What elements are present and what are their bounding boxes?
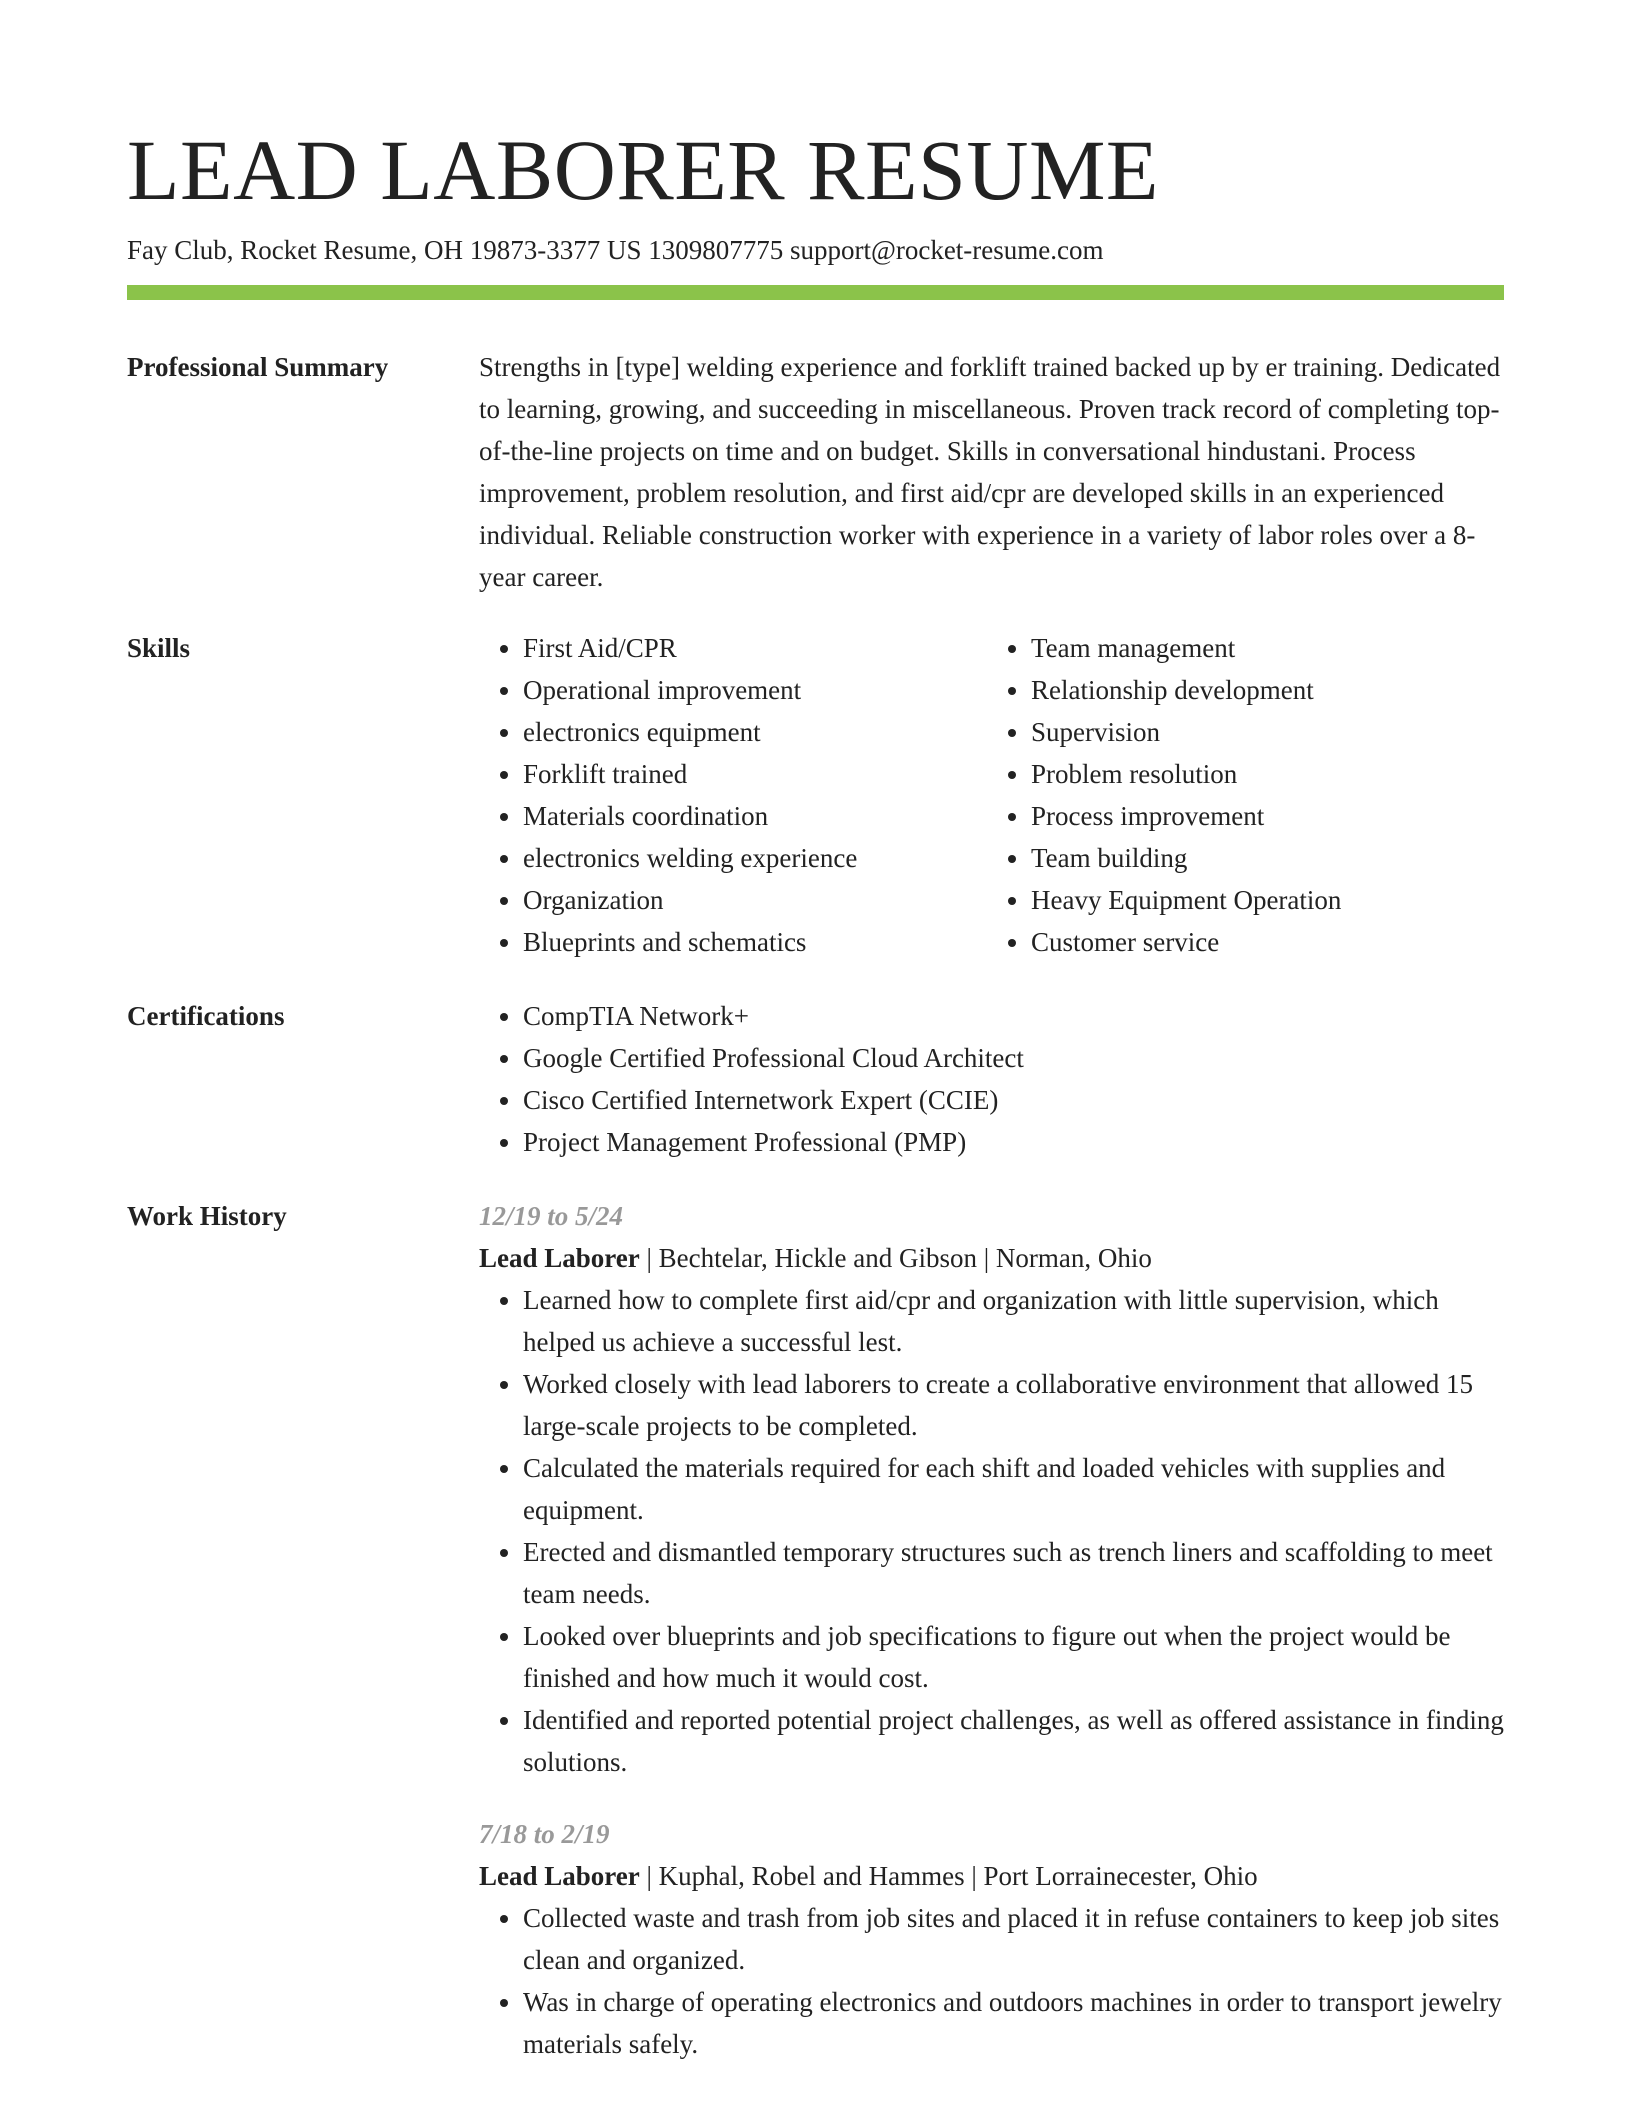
job-entry <box>479 1195 1504 1783</box>
certification-item: • Project Management Professional (PMP) <box>523 1121 1504 1163</box>
job-title: Lead Laborer <box>479 1861 640 1891</box>
skills-body <box>479 627 1504 963</box>
skill-item: • Operational improvement <box>523 669 983 711</box>
job-bullet: • Identified and reported potential project challenges, as well as offered assistance in finding solutions. <box>523 1699 1504 1783</box>
job-bullet: • Calculated the materials required for each shift and loaded vehicles with supplies and equipment. <box>523 1447 1504 1531</box>
skill-item: • Team building <box>1031 837 1491 879</box>
job-dates: 12/19 to 5/24 <box>479 1201 624 1231</box>
work-history-label: Work History <box>127 1201 287 1231</box>
certifications-list <box>479 995 1504 1163</box>
job-bullet: • Learned how to complete first aid/cpr and organization with little supervision, which helped us achieve a successful lest. <box>523 1279 1504 1363</box>
skill-item: • Blueprints and schematics <box>523 921 983 963</box>
resume-title: LEAD LABORER RESUME <box>127 122 1159 218</box>
job-bullet: • Collected waste and trash from job sites and placed it in refuse containers to keep job sites clean and organized. <box>523 1897 1504 1981</box>
job-bullet: • Erected and dismantled temporary structures such as trench liners and scaffolding to meet team needs. <box>523 1531 1504 1615</box>
job-employer-location: | Kuphal, Robel and Hammes | Port Lorrainecester, Ohio <box>639 1861 1258 1891</box>
certifications-body <box>479 995 1504 1163</box>
skill-item: • First Aid/CPR <box>523 627 983 669</box>
skill-item: • Process improvement <box>1031 795 1491 837</box>
skill-item: • Forklift trained <box>523 753 983 795</box>
job-title: Lead Laborer <box>479 1243 640 1273</box>
skill-item: • Customer service <box>1031 921 1491 963</box>
job-heading <box>479 1855 1504 1897</box>
certification-item: • Cisco Certified Internetwork Expert (CCIE) <box>523 1079 1504 1121</box>
skill-item: • Supervision <box>1031 711 1491 753</box>
job-dates: 7/18 to 2/19 <box>479 1819 610 1849</box>
skill-item: • Team management <box>1031 627 1491 669</box>
summary-body <box>479 346 1504 598</box>
skill-item: • Problem resolution <box>1031 753 1491 795</box>
skills-list-left <box>479 627 983 963</box>
certification-item: • CompTIA Network+ <box>523 995 1504 1037</box>
skill-item: • electronics equipment <box>523 711 983 753</box>
job-bullet: • Was in charge of operating electronics and outdoors machines in order to transport jewelry materials safely. <box>523 1981 1504 2065</box>
skill-item: • Heavy Equipment Operation <box>1031 879 1491 921</box>
skills-list-right <box>987 627 1491 963</box>
work-history-body <box>479 1195 1504 2095</box>
job-bullet: • Looked over blueprints and job specifications to figure out when the project would be finished and how much it would cost. <box>523 1615 1504 1699</box>
job-employer-location: | Bechtelar, Hickle and Gibson | Norman, Ohio <box>639 1243 1152 1273</box>
summary-label: Professional Summary <box>127 352 389 382</box>
job-bullets <box>479 1279 1504 1783</box>
skill-item: • electronics welding experience <box>523 837 983 879</box>
contact-line: Fay Club, Rocket Resume, OH 19873-3377 US 1309807775 support@rocket-resume.com <box>127 235 1104 265</box>
certifications-label: Certifications <box>127 1001 285 1031</box>
job-bullets <box>479 1897 1504 2065</box>
job-entry <box>479 1813 1504 2065</box>
job-heading <box>479 1237 1504 1279</box>
certification-item: • Google Certified Professional Cloud Architect <box>523 1037 1504 1079</box>
skill-item: • Organization <box>523 879 983 921</box>
skill-item: • Relationship development <box>1031 669 1491 711</box>
summary-text: Strengths in [type] welding experience and forklift trained backed up by er training. Dedicated to learning, growing, and succeeding in miscellaneous. Proven track record of completing top-of-the-line projects on time and on budget. Skills in conversational hindustani. Process improvement, problem resolution, and first aid/cpr are developed skills in an experienced individual. Reliable construction worker with experience in a variety of labor roles over a 8-year career. <box>479 352 1501 592</box>
skill-item: • Materials coordination <box>523 795 983 837</box>
skills-label: Skills <box>127 633 191 663</box>
job-bullet: • Worked closely with lead laborers to create a collaborative environment that allowed 15 large-scale projects to be completed. <box>523 1363 1504 1447</box>
accent-divider <box>127 285 1504 300</box>
